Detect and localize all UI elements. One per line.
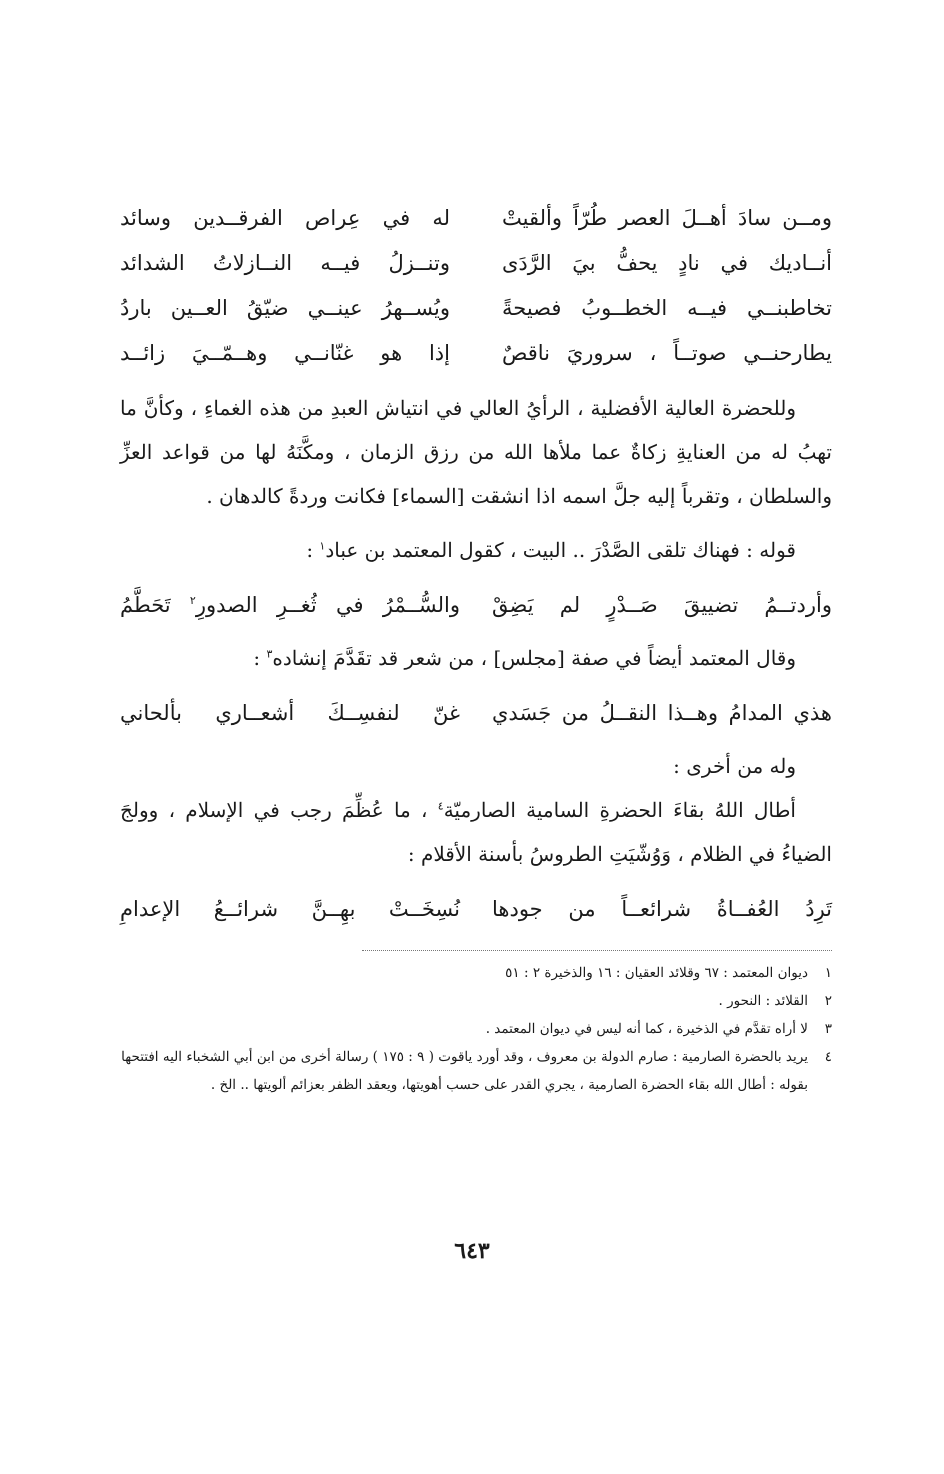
verse-first-hemistich: تَرِدُ العُفــاةُ شرائعــاً من جودها	[492, 897, 832, 921]
verse-second-hemistich	[120, 574, 460, 636]
footnote	[120, 1015, 832, 1043]
verse-line	[120, 286, 832, 331]
footnote-marker: ٤	[437, 799, 444, 813]
prose-paragraph	[120, 528, 832, 572]
paragraph-text: ، ما عُظِّمَ رجب في الإسلام ، وولجَ الضياءُ في الظلام ، وَوُشّيَتِ الطروسُ بأسنة الأقلام :	[120, 798, 832, 866]
page-content	[120, 196, 832, 1099]
paragraph-text: أطال اللهُ بقاءَ الحضرةِ السامية الصارميّة	[443, 798, 796, 822]
poem-four-verses	[120, 196, 832, 376]
prose-paragraph: وللحضرة العالية الأفضلية ، الرأيُ العالي في انتياش العبدِ من هذه الغماءِ ، وكأنَّ ما تهبُ له من العنايةِ زكاةٌ عما ملأها الله من رزق الزمان ، ومكَّنَهُ لها من قواعد العزِّ والسلطان ، وتقرباً إليه جلَّ اسمه اذا انشقت [السماء] فكانت وردةً كالدهان .	[120, 396, 832, 508]
footnote-marker: ٣	[266, 647, 273, 661]
verse-first-hemistich: ومــن سادَ أهــلَ العصر طُرّاً وألقيتْ	[502, 206, 832, 230]
footnote-divider	[362, 950, 832, 951]
footnote	[120, 987, 832, 1015]
footnote-marker: ٢	[189, 594, 196, 607]
footnote	[120, 1043, 832, 1099]
verse-first-hemistich: تخاطبنــي فيــه الخطــوبُ فصيحةً	[502, 296, 832, 320]
paragraph-text: :	[253, 646, 267, 670]
page-number: ٦٤٣	[454, 1238, 490, 1264]
footnote-number: ٢	[824, 993, 832, 1009]
single-verse	[120, 878, 832, 940]
verse-line	[120, 682, 832, 744]
verse-first-hemistich: هذي المدامُ وهــذا النقــلُ من جَسَدي	[492, 701, 832, 725]
verse-line	[120, 574, 832, 636]
verse-first-hemistich: وأردتــمُ تضييقَ صَــدْرٍ لم يَضِقْ	[492, 593, 832, 617]
footnote	[120, 959, 832, 987]
prose-paragraph	[120, 788, 832, 876]
single-verse	[120, 682, 832, 744]
paragraph-text: وقال المعتمد أيضاً في صفة [مجلس] ، من شعر قد تقَدَّمَ إنشاده	[272, 646, 796, 670]
verse-line	[120, 241, 832, 286]
verse-line	[120, 878, 832, 940]
footnote-number: ٣	[824, 1021, 832, 1037]
verse-first-hemistich: أنــاديك في نادٍ يحفُّ بيَ الرَّدَى	[502, 251, 832, 275]
footnote-number: ٤	[824, 1049, 832, 1065]
verse-second-hemistich: نُسِخَــتْ بهِــنَّ شرائــعُ الإعدامِ	[120, 897, 460, 921]
footnote-text: لا أراه تقدَّم في الذخيرة ، كما أنه ليس في ديوان المعتمد .	[485, 1021, 808, 1037]
verse-line	[120, 196, 832, 241]
single-verse	[120, 574, 832, 636]
hemistich-text: تَحَطَّمُ	[120, 593, 190, 617]
verse-second-hemistich: وتنــزلُ فيــه النــازلاتُ الشدائد	[120, 251, 450, 275]
prose-paragraph: وله من أخرى :	[673, 754, 796, 778]
verse-line	[120, 331, 832, 376]
footnotes	[120, 959, 832, 1099]
verse-first-hemistich: يطارحنــي صوتــاً ، سروريَ ناقصٌ	[502, 341, 832, 365]
footnote-text: القلائد : النحور .	[718, 993, 808, 1009]
paragraph-text: قوله : فهناك تلقى الصَّدْرَ .. البيت ، كقول المعتمد بن عباد	[325, 538, 796, 562]
footnote-text: يريد بالحضرة الصارمية : صارم الدولة بن معروف ، وقد أورد ياقوت ( ٩ : ١٧٥ ) رسالة أخرى من ابن أبي الشخباء اليه افتتحها بقوله : أطال الله بقاء الحضرة الصارمية ، يجري القدر على حسب أهويتها، ويعقد الظفر بعزائم ألويتها .. الخ .	[121, 1049, 808, 1093]
footnote-number: ١	[824, 965, 832, 981]
footnote-marker: ١	[319, 539, 326, 553]
verse-second-hemistich: إذا هو غنّانــي وهــمّــيَ زائــد	[120, 341, 450, 365]
prose-paragraph	[120, 636, 832, 680]
verse-second-hemistich: غنّ لنفسِــكَ أشعــاري بألحاني	[120, 701, 460, 725]
verse-second-hemistich: له في عِراص الفرقــدين وسائد	[120, 206, 450, 230]
hemistich-text: والسُّــمْرُ في ثُغــرِ الصدورِ	[195, 593, 461, 617]
verse-second-hemistich: ويُســهرُ عينــي ضيّقُ العــين باردُ	[120, 296, 450, 320]
footnote-text: ديوان المعتمد : ٦٧ وقلائد العقيان : ١٦ والذخيرة ٢ : ٥١	[505, 965, 808, 981]
paragraph-text: :	[306, 538, 320, 562]
